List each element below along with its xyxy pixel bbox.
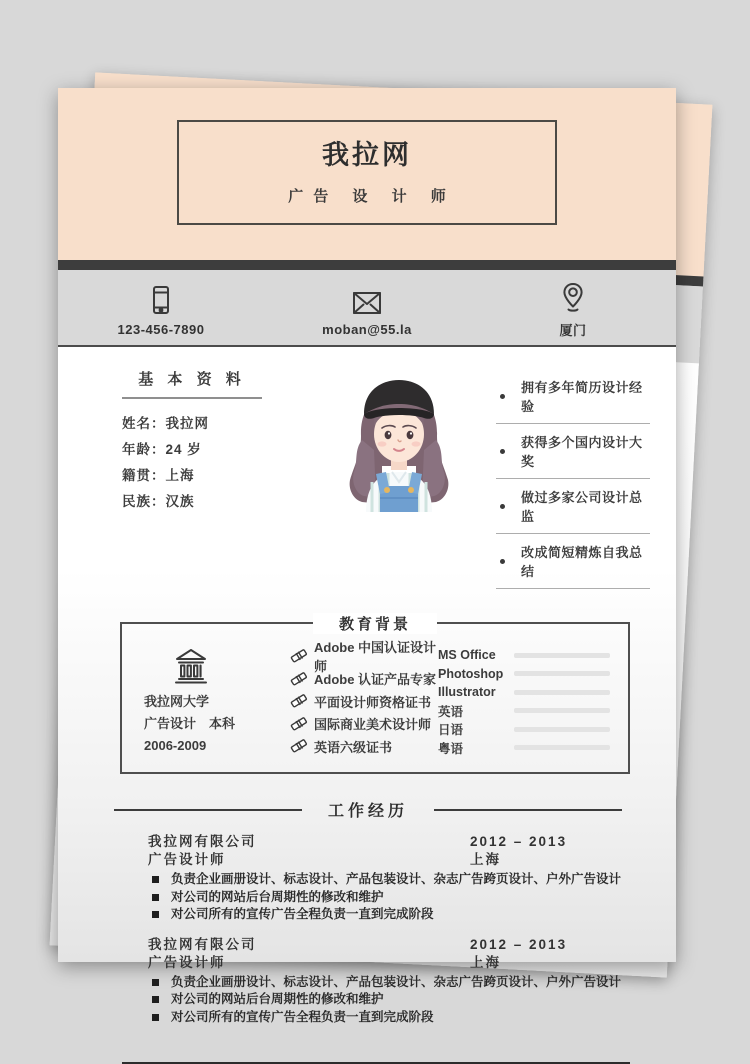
highlight-item: 改成简短精炼自我总结 — [496, 537, 650, 589]
divider-line — [114, 809, 302, 811]
bullet-dot-icon — [500, 559, 505, 564]
duty-item: 对公司所有的宣传广告全程负责一直到完成阶段 — [152, 906, 676, 924]
job-duties — [58, 974, 676, 1027]
school-name: 我拉网大学 — [144, 691, 290, 713]
duty-item: 对公司所有的宣传广告全程负责一直到完成阶段 — [152, 1009, 676, 1027]
job-city: 上海 — [470, 954, 676, 972]
bullet-dot-icon — [500, 449, 505, 454]
work-experience-section — [58, 798, 676, 1064]
basic-info-fields — [122, 411, 324, 515]
bullet-dot-icon — [500, 394, 505, 399]
avatar — [324, 370, 482, 592]
skill-item: MS Office — [438, 646, 610, 665]
highlight-item: 获得多个国内设计大奖 — [496, 427, 650, 479]
skills-list — [438, 644, 614, 758]
work-section-title: 工作经历 — [328, 798, 408, 821]
duty-item: 对公司的网站后台周期性的修改和维护 — [152, 889, 676, 907]
square-bullet-icon — [152, 996, 159, 1003]
education-columns — [122, 624, 628, 770]
header-divider-bar — [58, 260, 676, 270]
job-role: 广告设计师 — [148, 851, 470, 869]
phone-icon — [150, 285, 172, 315]
field-ethnicity: 民族：汉族 — [122, 489, 324, 515]
job-company: 我拉网有限公司 — [148, 936, 470, 954]
duty-item: 对公司的网站后台周期性的修改和维护 — [152, 991, 676, 1009]
skill-bar — [514, 653, 610, 658]
field-age: 年龄：24 岁 — [122, 437, 324, 463]
certificate-item: 英语六级证书 — [290, 735, 438, 758]
basic-info-title: 基 本 资 料 — [122, 368, 262, 399]
education-school-block — [144, 644, 290, 758]
skill-bar — [514, 727, 610, 732]
resume-subtitle: 广告 设 计 师 — [278, 185, 456, 206]
email-icon — [351, 285, 383, 315]
diploma-icon — [290, 671, 314, 687]
divider-line — [434, 809, 622, 811]
certificate-item: Adobe 认证产品专家 — [290, 668, 438, 691]
resume-title: 我拉网 — [322, 140, 412, 170]
job-duties — [58, 871, 676, 924]
square-bullet-icon — [152, 894, 159, 901]
job-period: 2012 – 2013 — [470, 936, 676, 954]
contact-strip — [58, 270, 676, 347]
square-bullet-icon — [152, 1014, 159, 1021]
job-city: 上海 — [470, 851, 676, 869]
basic-info-section — [122, 368, 324, 592]
job-role: 广告设计师 — [148, 954, 470, 972]
major-degree: 广告设计 本科 — [144, 713, 290, 735]
job-header — [148, 833, 676, 869]
education-years: 2006-2009 — [144, 735, 290, 757]
education-section — [120, 622, 630, 774]
skill-bar — [514, 708, 610, 713]
skill-item: 粤语 — [438, 739, 610, 758]
bullet-dot-icon — [500, 504, 505, 509]
square-bullet-icon — [152, 876, 159, 883]
skill-bar — [514, 690, 610, 695]
job-header — [148, 936, 676, 972]
diploma-icon — [290, 716, 314, 732]
highlight-item: 拥有多年简历设计经验 — [496, 372, 650, 424]
diploma-icon — [290, 648, 314, 664]
skill-item: 英语 — [438, 702, 610, 721]
profile-row — [58, 347, 676, 592]
diploma-icon — [290, 693, 314, 709]
field-hometown: 籍贯：上海 — [122, 463, 324, 489]
skill-bar — [514, 745, 610, 750]
contact-location — [470, 270, 676, 345]
certificate-item: Adobe 中国认证设计师 — [290, 645, 438, 668]
highlight-item: 做过多家公司设计总监 — [496, 482, 650, 534]
skill-bar — [514, 671, 610, 676]
diploma-icon — [290, 738, 314, 754]
skill-item: Photoshop — [438, 665, 610, 684]
location-icon — [561, 283, 585, 313]
highlights-list — [496, 372, 650, 592]
work-section-header — [114, 798, 622, 821]
square-bullet-icon — [152, 979, 159, 986]
duty-item: 负责企业画册设计、标志设计、产品包装设计、杂志广告跨页设计、户外广告设计 — [152, 974, 676, 992]
location-name: 厦门 — [559, 320, 586, 339]
skill-item: 日语 — [438, 720, 610, 739]
job-company: 我拉网有限公司 — [148, 833, 470, 851]
resume-header — [58, 88, 676, 260]
certificate-item: 平面设计师资格证书 — [290, 690, 438, 713]
education-section-title: 教育背景 — [313, 613, 437, 634]
contact-phone — [58, 270, 264, 345]
phone-number: 123-456-7890 — [118, 322, 205, 337]
skill-item: Illustrator — [438, 683, 610, 702]
email-address: moban@55.la — [322, 322, 412, 337]
contact-email — [264, 270, 470, 345]
square-bullet-icon — [152, 911, 159, 918]
job-entry — [58, 833, 676, 924]
job-entry — [58, 936, 676, 1027]
field-name: 姓名：我拉网 — [122, 411, 324, 437]
job-period: 2012 – 2013 — [470, 833, 676, 851]
duty-item: 负责企业画册设计、标志设计、产品包装设计、杂志广告跨页设计、户外广告设计 — [152, 871, 676, 889]
title-box — [177, 120, 557, 225]
certificate-item: 国际商业美术设计师 — [290, 713, 438, 736]
certificates-list — [290, 644, 438, 758]
university-icon — [170, 646, 290, 691]
resume-page — [58, 88, 676, 962]
